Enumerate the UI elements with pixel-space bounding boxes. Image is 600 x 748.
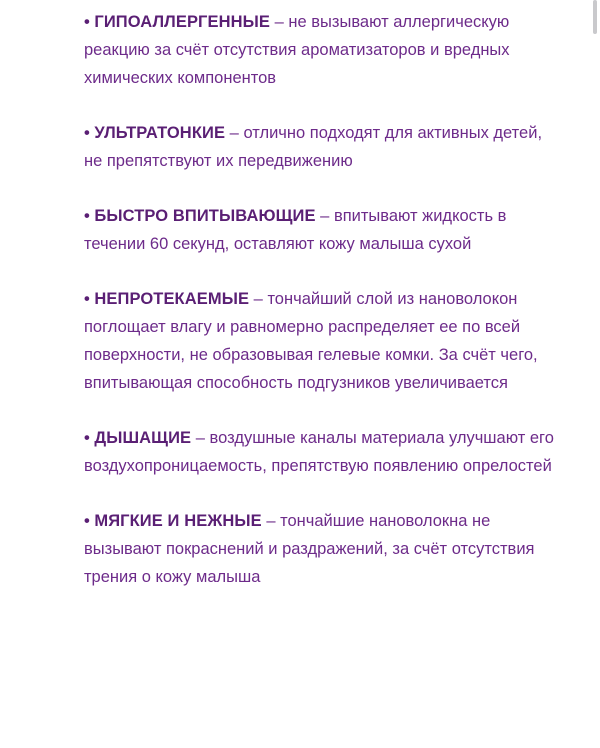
feature-term: ДЫШАЩИЕ — [94, 429, 192, 447]
separator: – — [195, 429, 205, 447]
feature-item-breathable — [84, 424, 554, 480]
separator: – — [320, 207, 330, 225]
bullet: • — [84, 207, 90, 225]
feature-description: тончайший слой из нановолокон поглощает влагу и равномерно распределяет ее по всей поверхности, не образовывая гелевые комки. За счёт чего, впитывающая способность подгузников увеличивается — [84, 290, 538, 392]
bullet: • — [84, 13, 90, 31]
feature-term: БЫСТРО ВПИТЫВАЮЩИЕ — [94, 207, 316, 225]
feature-description: не вызывают аллергическую реакцию за счёт отсутствия ароматизаторов и вредных химических компонентов — [84, 13, 510, 87]
scrollbar[interactable] — [593, 0, 597, 34]
feature-term: ГИПОАЛЛЕРГЕННЫЕ — [94, 13, 271, 31]
feature-list — [84, 8, 554, 591]
separator: – — [229, 124, 239, 142]
bullet: • — [84, 429, 90, 447]
bullet: • — [84, 124, 90, 142]
feature-description: воздушные каналы материала улучшают его воздухопроницаемость, препятствую появлению опрелостей — [84, 429, 554, 475]
feature-item-hypoallergenic — [84, 8, 554, 92]
feature-item-leakproof — [84, 285, 554, 397]
separator: – — [253, 290, 263, 308]
feature-description: отлично подходят для активных детей, не препятствуют их передвижению — [84, 124, 543, 170]
feature-item-fast-absorbing — [84, 202, 554, 258]
feature-item-soft-gentle — [84, 507, 554, 591]
feature-term: НЕПРОТЕКАЕМЫЕ — [94, 290, 250, 308]
feature-description: впитывают жидкость в течении 60 секунд, оставляют кожу малыша сухой — [84, 207, 507, 253]
separator: – — [274, 13, 284, 31]
bullet: • — [84, 290, 90, 308]
feature-item-ultrathin — [84, 119, 554, 175]
separator: – — [266, 512, 276, 530]
feature-term: УЛЬТРАТОНКИЕ — [94, 124, 226, 142]
feature-term: МЯГКИЕ И НЕЖНЫЕ — [94, 512, 262, 530]
bullet: • — [84, 512, 90, 530]
feature-description: тончайшие нановолокна не вызывают покраснений и раздражений, за счёт отсутствия трения о кожу малыша — [84, 512, 535, 586]
